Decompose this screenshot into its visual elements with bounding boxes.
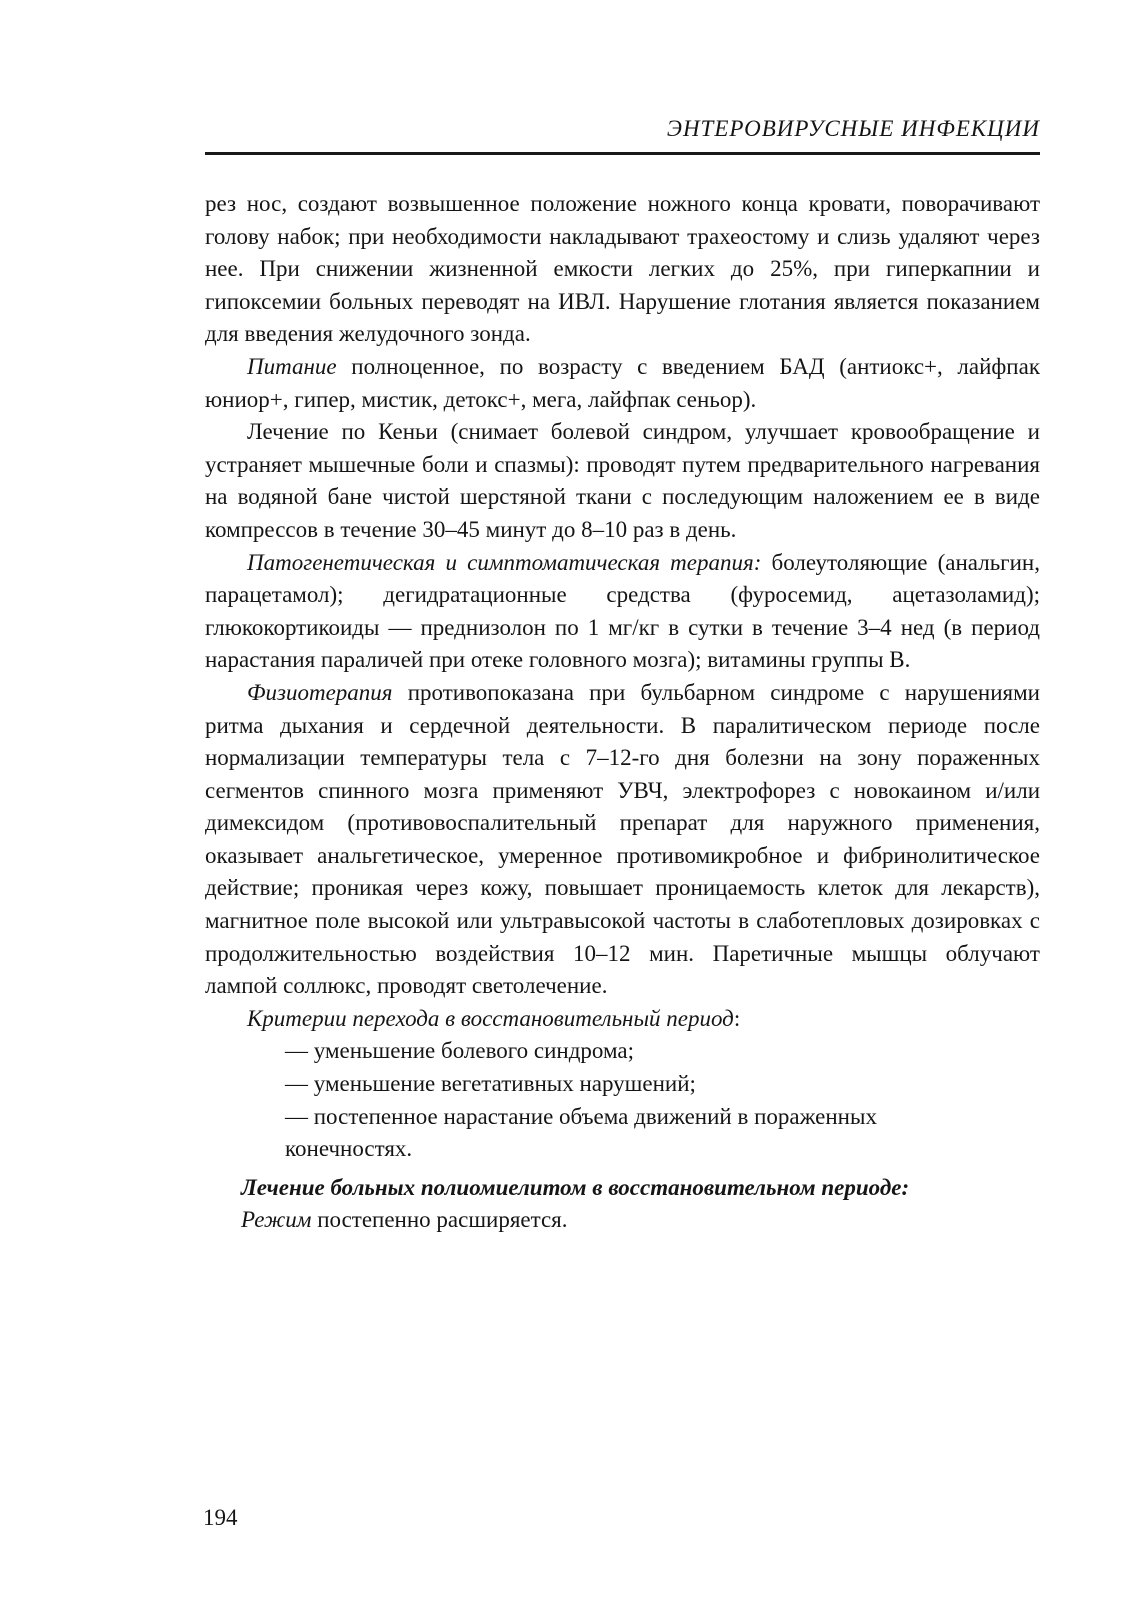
page-body xyxy=(205,188,1040,1237)
paragraph-regime xyxy=(241,1204,1040,1237)
term-nutrition: Питание xyxy=(247,353,337,379)
criteria-colon: : xyxy=(733,1005,741,1031)
paragraph-symptomatic-therapy xyxy=(205,547,1040,677)
regime-text: постепенно расширяется. xyxy=(311,1207,568,1233)
criteria-item: — уменьшение болевого синдрома; xyxy=(285,1038,634,1064)
paragraph-physiotherapy xyxy=(205,677,1040,1003)
nutrition-text: полноценное, по возрасту с введением БАД (антиокс+, лайфпак юниор+, гипер, мистик, детокс+, мега, лайфпак сеньор). xyxy=(205,353,1040,412)
criteria-heading xyxy=(205,1003,1040,1036)
term-regime: Режим xyxy=(241,1207,312,1233)
term-symptomatic-therapy: Патогенетическая и симптоматическая терапия: xyxy=(247,549,762,575)
criteria-item: — уменьшение вегетативных нарушений; xyxy=(285,1071,696,1097)
page-number: 194 xyxy=(203,1505,238,1530)
paragraph-nutrition xyxy=(205,351,1040,416)
paragraph-kenny-treatment: Лечение по Кеньи (снимает болевой синдром, улучшает кровообращение и устраняет мышечные боли и спазмы): проводят путем предварительного нагревания на водяной бане чистой шерстяной ткани с последующим наложением ее в виде компрессов в течение 30–45 минут до 8–10 раз в день. xyxy=(205,419,1040,542)
physiotherapy-text: противопоказана при бульбарном синдроме с нарушениями ритма дыхания и сердечной деятельности. В паралитическом периоде после нормализации температуры тела с 7–12-го дня болезни на зону пораженных сегментов спинного мозга применяют УВЧ, электрофорез с новокаином и/или димексидом (противовоспалительный препарат для наружного применения, оказывает анальгетическое, умеренное противомикробное и фибринолитическое действие; проникая через кожу, повышает проницаемость клеток для лекарств), магнитное поле высокой или ультравысокой частоты в слаботепловых дозировках с продолжительностью воздействия 10–12 мин. Паретичные мышцы облучают лампой соллюкс, проводят светолечение. xyxy=(205,679,1040,999)
paragraph-ventilation: рез нос, создают возвышенное положение ножного конца кровати, поворачивают голову набок; при необходимости накладывают трахеостому и слизь удаляют через нее. При снижении жизненной емкости легких до 25%, при гиперкапнии и гипоксемии больных переводят на ИВЛ. Нарушение глотания является показанием для введения желудочного зонда. xyxy=(205,191,1040,347)
section-subheading: Лечение больных полиомиелитом в восстановительном периоде: xyxy=(241,1174,910,1200)
criteria-heading-text: Критерии перехода в восстановительный период xyxy=(247,1005,734,1031)
criteria-item: — постепенное нарастание объема движений в пораженных xyxy=(285,1103,877,1129)
symptomatic-therapy-text: болеутоляющие (анальгин, парацетамол); дегидратационные средства (фуросемид, ацетазоламид); глюкокортикоиды — преднизолон по 1 мг/кг в сутки в течение 3–4 нед (в период нарастания параличей при отеке головного мозга); витамины группы В. xyxy=(205,549,1040,673)
term-physiotherapy: Физиотерапия xyxy=(247,679,393,705)
running-head: ЭНТЕРОВИРУСНЫЕ ИНФЕКЦИИ xyxy=(666,116,1040,141)
criteria-item-continuation: конечностях. xyxy=(285,1136,413,1162)
header-rule xyxy=(205,152,1040,155)
